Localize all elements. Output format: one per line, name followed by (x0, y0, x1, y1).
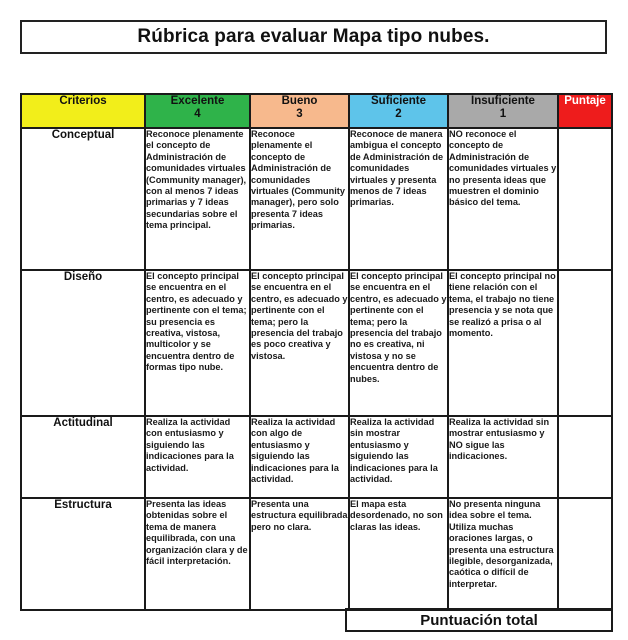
score-cell[interactable] (558, 270, 612, 416)
criterion-label: Actitudinal (21, 416, 145, 498)
table-cell: Realiza la actividad con entusiasmo y siguiendo las indicaciones para la actividad. (145, 416, 250, 498)
table-cell: Realiza la actividad con algo de entusiasmo y siguiendo las indicaciones para la actividad. (250, 416, 349, 498)
header-level-bueno: Bueno 3 (250, 94, 349, 128)
header-puntaje: Puntaje (558, 94, 612, 128)
table-cell: El concepto principal no tiene relación con el tema, el trabajo no tiene presencia y se nota que se realizó a prisa o al momento. (448, 270, 558, 416)
page-title: Rúbrica para evaluar Mapa tipo nubes. (20, 20, 607, 54)
table-cell: Reconoce de manera ambigua el concepto de Administración de comunidades virtuales y presenta menos de 7 ideas primarias. (349, 128, 448, 270)
header-level-excelente: Excelente 4 (145, 94, 250, 128)
table-cell: Presenta una estructura equilibrada pero no clara. (250, 498, 349, 610)
table-cell: El concepto principal se encuentra en el centro, es adecuado y pertinente con el tema; su presencia es creativa, vistosa, multicolor y se encuentra dentro de formas tipo nube. (145, 270, 250, 416)
table-cell: Realiza la actividad sin mostrar entusiasmo y NO sigue las indicaciones. (448, 416, 558, 498)
score-cell[interactable] (558, 416, 612, 498)
table-cell: El concepto principal se encuentra en el centro, es adecuado y pertinente con el tema; pero la presencia del trabajo no es creativa, ni vistosa y no se encuentra dentro de nubes. (349, 270, 448, 416)
header-criterios: Criterios (21, 94, 145, 128)
score-cell[interactable] (558, 128, 612, 270)
table-row-diseno (21, 270, 612, 416)
rubric-table (20, 93, 613, 611)
table-cell: El mapa esta desordenado, no son claras las ideas. (349, 498, 448, 610)
table-cell: Reconoce plenamente el concepto de Administración de comunidades virtuales (Community manager), pero solo presenta 7 ideas primarias. (250, 128, 349, 270)
table-row-actitudinal (21, 416, 612, 498)
table-cell: Reconoce plenamente el concepto de Administración de comunidades virtuales (Community manager), con al menos 7 ideas primarias y 7 ideas secundarias sobre el tema principal. (145, 128, 250, 270)
criterion-label: Diseño (21, 270, 145, 416)
criterion-label: Estructura (21, 498, 145, 610)
table-row-estructura (21, 498, 612, 610)
criterion-label: Conceptual (21, 128, 145, 270)
header-level-insuficiente: Insuficiente 1 (448, 94, 558, 128)
total-score-label: Puntuación total (345, 608, 613, 632)
table-cell: El concepto principal se encuentra en el centro, es adecuado y pertinente con el tema; pero la presencia del trabajo es poco creativa y vistosa. (250, 270, 349, 416)
table-row-conceptual (21, 128, 612, 270)
score-cell[interactable] (558, 498, 612, 610)
table-cell: Presenta las ideas obtenidas sobre el tema de manera equilibrada, con una organización clara y de fácil interpretación. (145, 498, 250, 610)
table-cell: NO reconoce el concepto de Administración de comunidades virtuales y no presenta ideas que muestren el dominio básico del tema. (448, 128, 558, 270)
table-cell: Realiza la actividad sin mostrar entusiasmo y siguiendo las indicaciones para la actividad. (349, 416, 448, 498)
header-level-suficiente: Suficiente 2 (349, 94, 448, 128)
header-row (21, 94, 612, 128)
table-cell: No presenta ninguna idea sobre el tema. Utiliza muchas oraciones largas, o presenta una estructura ilegible, desorganizada, caótica o difícil de interpretar. (448, 498, 558, 610)
